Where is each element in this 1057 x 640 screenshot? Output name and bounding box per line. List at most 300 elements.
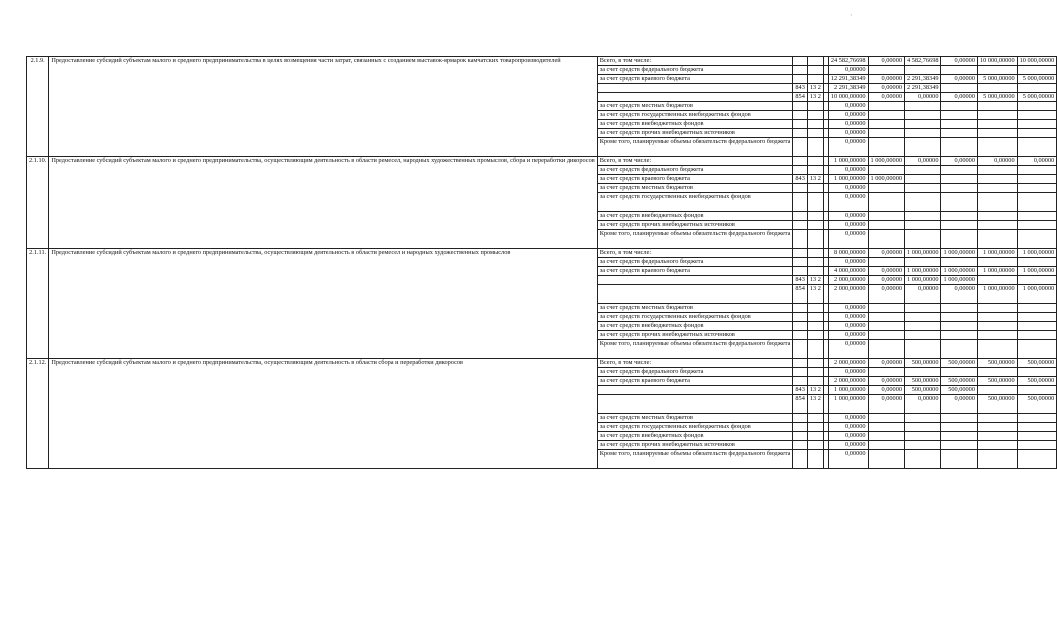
year-amount-cell xyxy=(905,331,941,340)
year-amount-cell: 500,00000 xyxy=(905,359,941,368)
year-amount-cell xyxy=(868,340,904,359)
year-amount-cell: 0,00000 xyxy=(941,57,977,66)
year-amount-cell: 2 291,38349 xyxy=(905,75,941,84)
funding-source-cell: за счет средств краевого бюджета xyxy=(597,175,793,184)
funding-source-cell xyxy=(597,93,793,102)
year-amount-cell: 0,00000 xyxy=(868,84,904,93)
year-amount-cell xyxy=(977,166,1017,175)
total-amount-cell: 0,00000 xyxy=(828,129,868,138)
year-amount-cell: 0,00000 xyxy=(868,75,904,84)
total-amount-cell: 2 000,00000 xyxy=(828,377,868,386)
year-amount-cell xyxy=(905,423,941,432)
year-amount-cell: 500,00000 xyxy=(941,386,977,395)
total-amount-cell: 24 582,76698 xyxy=(828,57,868,66)
year-amount-cell xyxy=(905,304,941,313)
year-amount-cell xyxy=(941,331,977,340)
year-amount-cell: 1 000,00000 xyxy=(1017,267,1057,276)
year-amount-cell: 0,00000 xyxy=(905,395,941,414)
grbs-code-cell xyxy=(793,368,807,377)
grbs-code-cell xyxy=(793,66,807,75)
grbs-code-cell xyxy=(793,212,807,221)
total-amount-cell: 0,00000 xyxy=(828,414,868,423)
section-code-cell xyxy=(807,313,823,322)
year-amount-cell xyxy=(868,166,904,175)
item-number: 2.1.12. xyxy=(27,359,49,469)
funding-source-cell: за счет средств государственных внебюджетных фондов xyxy=(597,313,793,322)
funding-source-cell xyxy=(597,386,793,395)
year-amount-cell xyxy=(1017,120,1057,129)
funding-source-cell: Всего, в том числе: xyxy=(597,359,793,368)
total-amount-cell: 8 000,00000 xyxy=(828,249,868,258)
grbs-code-cell xyxy=(793,322,807,331)
year-amount-cell xyxy=(1017,184,1057,193)
year-amount-cell xyxy=(977,129,1017,138)
total-amount-cell: 2 000,00000 xyxy=(828,359,868,368)
funding-source-cell: за счет средств прочих внебюджетных источников xyxy=(597,441,793,450)
year-amount-cell xyxy=(941,414,977,423)
year-amount-cell xyxy=(977,258,1017,267)
grbs-code-cell: 843 xyxy=(793,175,807,184)
total-amount-cell: 0,00000 xyxy=(828,340,868,359)
year-amount-cell xyxy=(868,230,904,249)
year-amount-cell xyxy=(1017,138,1057,157)
funding-source-cell: за счет средств федерального бюджета xyxy=(597,368,793,377)
year-amount-cell xyxy=(868,120,904,129)
total-amount-cell: 0,00000 xyxy=(828,230,868,249)
year-amount-cell: 1 000,00000 xyxy=(977,267,1017,276)
year-amount-cell xyxy=(941,340,977,359)
item-number: 2.1.9. xyxy=(27,57,49,157)
funding-source-cell: Всего, в том числе: xyxy=(597,157,793,166)
year-amount-cell xyxy=(905,230,941,249)
year-amount-cell: 500,00000 xyxy=(977,395,1017,414)
year-amount-cell xyxy=(941,212,977,221)
section-code-cell: 13 2 xyxy=(807,276,823,285)
year-amount-cell xyxy=(1017,432,1057,441)
section-code-cell xyxy=(807,267,823,276)
total-amount-cell: 2 291,38349 xyxy=(828,84,868,93)
year-amount-cell: 1 000,00000 xyxy=(868,175,904,184)
year-amount-cell: 1 000,00000 xyxy=(941,249,977,258)
grbs-code-cell: 854 xyxy=(793,93,807,102)
year-amount-cell xyxy=(1017,102,1057,111)
year-amount-cell xyxy=(1017,276,1057,285)
year-amount-cell xyxy=(977,66,1017,75)
year-amount-cell xyxy=(905,450,941,469)
total-amount-cell: 0,00000 xyxy=(828,450,868,469)
year-amount-cell: 1 000,00000 xyxy=(905,276,941,285)
year-amount-cell xyxy=(905,102,941,111)
year-amount-cell xyxy=(1017,340,1057,359)
section-code-cell xyxy=(807,423,823,432)
total-amount-cell: 1 000,00000 xyxy=(828,386,868,395)
section-code-cell xyxy=(807,120,823,129)
year-amount-cell: 0,00000 xyxy=(941,285,977,304)
year-amount-cell xyxy=(905,322,941,331)
section-code-cell: 13 2 xyxy=(807,84,823,93)
year-amount-cell xyxy=(1017,414,1057,423)
funding-source-cell: за счет средств местных бюджетов xyxy=(597,184,793,193)
year-amount-cell xyxy=(977,111,1017,120)
year-amount-cell xyxy=(868,138,904,157)
total-amount-cell: 1 000,00000 xyxy=(828,175,868,184)
total-amount-cell: 0,00000 xyxy=(828,138,868,157)
year-amount-cell xyxy=(1017,258,1057,267)
year-amount-cell xyxy=(941,84,977,93)
grbs-code-cell xyxy=(793,432,807,441)
grbs-code-cell xyxy=(793,221,807,230)
funding-source-cell: Всего, в том числе: xyxy=(597,249,793,258)
year-amount-cell xyxy=(1017,331,1057,340)
grbs-code-cell xyxy=(793,138,807,157)
grbs-code-cell xyxy=(793,331,807,340)
section-code-cell xyxy=(807,432,823,441)
year-amount-cell xyxy=(941,184,977,193)
year-amount-cell xyxy=(977,212,1017,221)
grbs-code-cell xyxy=(793,193,807,212)
year-amount-cell: 10 000,00000 xyxy=(1017,57,1057,66)
year-amount-cell: 500,00000 xyxy=(905,386,941,395)
grbs-code-cell xyxy=(793,75,807,84)
year-amount-cell xyxy=(977,322,1017,331)
year-amount-cell: 5 000,00000 xyxy=(977,93,1017,102)
year-amount-cell xyxy=(1017,175,1057,184)
year-amount-cell xyxy=(941,120,977,129)
funding-source-cell: Кроме того, планируемые объемы обязательств федерального бюджета xyxy=(597,230,793,249)
funding-source-cell xyxy=(597,276,793,285)
year-amount-cell: 5 000,00000 xyxy=(1017,75,1057,84)
grbs-code-cell xyxy=(793,441,807,450)
total-amount-cell: 0,00000 xyxy=(828,193,868,212)
year-amount-cell xyxy=(1017,66,1057,75)
year-amount-cell xyxy=(941,423,977,432)
section-code-cell: 13 2 xyxy=(807,386,823,395)
grbs-code-cell xyxy=(793,129,807,138)
year-amount-cell xyxy=(868,212,904,221)
year-amount-cell xyxy=(1017,212,1057,221)
year-amount-cell: 2 291,38349 xyxy=(905,84,941,93)
funding-source-cell: за счет средств краевого бюджета xyxy=(597,267,793,276)
year-amount-cell xyxy=(1017,193,1057,212)
year-amount-cell xyxy=(905,193,941,212)
year-amount-cell xyxy=(868,111,904,120)
section-code-cell xyxy=(807,184,823,193)
total-amount-cell: 12 291,38349 xyxy=(828,75,868,84)
funding-source-cell: за счет средств внебюджетных фондов xyxy=(597,322,793,331)
total-amount-cell: 0,00000 xyxy=(828,102,868,111)
funding-source-cell: за счет средств прочих внебюджетных источников xyxy=(597,221,793,230)
year-amount-cell xyxy=(868,414,904,423)
total-amount-cell: 0,00000 xyxy=(828,166,868,175)
year-amount-cell xyxy=(868,221,904,230)
grbs-code-cell xyxy=(793,414,807,423)
year-amount-cell: 500,00000 xyxy=(941,359,977,368)
total-amount-cell: 1 000,00000 xyxy=(828,395,868,414)
item-name: Предоставление субсидий субъектам малого и среднего предпринимательства, осуществляющим деятельность в области ремесел и народных художественных промыслов xyxy=(49,249,597,359)
funding-source-cell: за счет средств государственных внебюджетных фондов xyxy=(597,111,793,120)
total-amount-cell: 0,00000 xyxy=(828,120,868,129)
funding-source-cell: за счет средств краевого бюджета xyxy=(597,377,793,386)
year-amount-cell: 0,00000 xyxy=(868,57,904,66)
grbs-code-cell: 854 xyxy=(793,285,807,304)
year-amount-cell xyxy=(868,184,904,193)
year-amount-cell xyxy=(977,102,1017,111)
total-amount-cell: 0,00000 xyxy=(828,423,868,432)
funding-source-cell: за счет средств прочих внебюджетных источников xyxy=(597,331,793,340)
year-amount-cell: 0,00000 xyxy=(868,386,904,395)
year-amount-cell xyxy=(941,368,977,377)
year-amount-cell: 1 000,00000 xyxy=(905,267,941,276)
section-code-cell xyxy=(807,193,823,212)
year-amount-cell xyxy=(977,432,1017,441)
grbs-code-cell xyxy=(793,450,807,469)
grbs-code-cell xyxy=(793,258,807,267)
year-amount-cell xyxy=(977,340,1017,359)
total-amount-cell: 0,00000 xyxy=(828,221,868,230)
year-amount-cell xyxy=(941,322,977,331)
year-amount-cell: 500,00000 xyxy=(1017,359,1057,368)
section-code-cell: 13 2 xyxy=(807,395,823,414)
year-amount-cell: 0,00000 xyxy=(905,93,941,102)
year-amount-cell xyxy=(905,111,941,120)
grbs-code-cell xyxy=(793,57,807,66)
section-code-cell xyxy=(807,230,823,249)
year-amount-cell xyxy=(941,221,977,230)
section-code-cell xyxy=(807,377,823,386)
section-code-cell: 13 2 xyxy=(807,175,823,184)
year-amount-cell xyxy=(941,432,977,441)
year-amount-cell xyxy=(941,175,977,184)
total-amount-cell: 2 000,00000 xyxy=(828,276,868,285)
year-amount-cell xyxy=(868,129,904,138)
table-row xyxy=(27,57,1057,66)
year-amount-cell xyxy=(905,313,941,322)
year-amount-cell xyxy=(868,66,904,75)
item-number: 2.1.10. xyxy=(27,157,49,249)
section-code-cell xyxy=(807,66,823,75)
year-amount-cell xyxy=(1017,304,1057,313)
year-amount-cell: 1 000,00000 xyxy=(1017,285,1057,304)
year-amount-cell xyxy=(977,368,1017,377)
year-amount-cell: 500,00000 xyxy=(1017,377,1057,386)
year-amount-cell xyxy=(1017,166,1057,175)
year-amount-cell: 0,00000 xyxy=(868,395,904,414)
total-amount-cell: 0,00000 xyxy=(828,432,868,441)
year-amount-cell xyxy=(905,175,941,184)
year-amount-cell xyxy=(941,102,977,111)
funding-source-cell: за счет средств местных бюджетов xyxy=(597,414,793,423)
item-name: Предоставление субсидий субъектам малого и среднего предпринимательства, осуществляющим деятельность в области ремесел, народных художественных промыслов, сбора и переработки дикоросов xyxy=(49,157,597,249)
year-amount-cell: 1 000,00000 xyxy=(977,285,1017,304)
total-amount-cell: 0,00000 xyxy=(828,258,868,267)
year-amount-cell: 0,00000 xyxy=(868,377,904,386)
year-amount-cell: 10 000,00000 xyxy=(977,57,1017,66)
year-amount-cell xyxy=(868,258,904,267)
total-amount-cell: 0,00000 xyxy=(828,313,868,322)
funding-source-cell: Кроме того, планируемые объемы обязательств федерального бюджета xyxy=(597,138,793,157)
year-amount-cell xyxy=(977,304,1017,313)
section-code-cell xyxy=(807,111,823,120)
section-code-cell xyxy=(807,138,823,157)
section-code-cell: 13 2 xyxy=(807,93,823,102)
section-code-cell xyxy=(807,368,823,377)
funding-source-cell: за счет средств внебюджетных фондов xyxy=(597,120,793,129)
funding-source-cell: за счет средств внебюджетных фондов xyxy=(597,432,793,441)
year-amount-cell: 0,00000 xyxy=(941,75,977,84)
year-amount-cell xyxy=(905,441,941,450)
year-amount-cell xyxy=(905,120,941,129)
year-amount-cell: 5 000,00000 xyxy=(1017,93,1057,102)
year-amount-cell xyxy=(1017,313,1057,322)
year-amount-cell xyxy=(1017,230,1057,249)
section-code-cell xyxy=(807,102,823,111)
year-amount-cell: 0,00000 xyxy=(868,249,904,258)
table-row xyxy=(27,359,1057,368)
year-amount-cell: 1 000,00000 xyxy=(941,267,977,276)
year-amount-cell: 0,00000 xyxy=(905,157,941,166)
section-code-cell xyxy=(807,75,823,84)
year-amount-cell xyxy=(868,304,904,313)
year-amount-cell xyxy=(941,166,977,175)
total-amount-cell: 0,00000 xyxy=(828,304,868,313)
grbs-code-cell: 843 xyxy=(793,386,807,395)
year-amount-cell xyxy=(905,414,941,423)
year-amount-cell xyxy=(905,166,941,175)
section-code-cell xyxy=(807,157,823,166)
year-amount-cell xyxy=(941,450,977,469)
year-amount-cell: 500,00000 xyxy=(977,359,1017,368)
funding-source-cell: за счет средств федерального бюджета xyxy=(597,258,793,267)
year-amount-cell xyxy=(941,304,977,313)
year-amount-cell xyxy=(941,66,977,75)
grbs-code-cell xyxy=(793,377,807,386)
year-amount-cell: 0,00000 xyxy=(905,285,941,304)
section-code-cell xyxy=(807,212,823,221)
year-amount-cell xyxy=(977,450,1017,469)
year-amount-cell: 0,00000 xyxy=(941,93,977,102)
year-amount-cell xyxy=(941,129,977,138)
grbs-code-cell xyxy=(793,230,807,249)
year-amount-cell xyxy=(905,129,941,138)
year-amount-cell xyxy=(941,111,977,120)
year-amount-cell xyxy=(941,258,977,267)
total-amount-cell: 0,00000 xyxy=(828,331,868,340)
section-code-cell xyxy=(807,258,823,267)
budget-table-body xyxy=(27,57,1057,469)
year-amount-cell: 0,00000 xyxy=(868,93,904,102)
total-amount-cell: 0,00000 xyxy=(828,66,868,75)
grbs-code-cell xyxy=(793,304,807,313)
year-amount-cell xyxy=(977,441,1017,450)
funding-source-cell: за счет средств прочих внебюджетных источников xyxy=(597,129,793,138)
section-code-cell xyxy=(807,450,823,469)
total-amount-cell: 0,00000 xyxy=(828,322,868,331)
total-amount-cell: 10 000,00000 xyxy=(828,93,868,102)
year-amount-cell xyxy=(1017,386,1057,395)
year-amount-cell xyxy=(1017,129,1057,138)
year-amount-cell: 0,00000 xyxy=(977,157,1017,166)
grbs-code-cell: 843 xyxy=(793,276,807,285)
year-amount-cell xyxy=(1017,368,1057,377)
year-amount-cell xyxy=(977,120,1017,129)
section-code-cell xyxy=(807,359,823,368)
year-amount-cell xyxy=(1017,221,1057,230)
year-amount-cell xyxy=(1017,322,1057,331)
year-amount-cell xyxy=(977,221,1017,230)
year-amount-cell xyxy=(1017,423,1057,432)
scan-speck: ` xyxy=(850,14,854,22)
funding-source-cell: за счет средств государственных внебюджетных фондов xyxy=(597,193,793,212)
year-amount-cell xyxy=(868,322,904,331)
year-amount-cell xyxy=(977,184,1017,193)
year-amount-cell xyxy=(868,423,904,432)
year-amount-cell xyxy=(977,230,1017,249)
year-amount-cell: 0,00000 xyxy=(868,267,904,276)
year-amount-cell: 0,00000 xyxy=(1017,157,1057,166)
year-amount-cell xyxy=(1017,441,1057,450)
year-amount-cell: 5 000,00000 xyxy=(977,75,1017,84)
year-amount-cell xyxy=(868,313,904,322)
grbs-code-cell xyxy=(793,166,807,175)
grbs-code-cell: 843 xyxy=(793,84,807,93)
funding-source-cell: за счет средств внебюджетных фондов xyxy=(597,212,793,221)
year-amount-cell: 500,00000 xyxy=(905,377,941,386)
year-amount-cell xyxy=(905,340,941,359)
grbs-code-cell xyxy=(793,267,807,276)
table-row xyxy=(27,157,1057,166)
total-amount-cell: 4 000,00000 xyxy=(828,267,868,276)
funding-source-cell: за счет средств местных бюджетов xyxy=(597,102,793,111)
budget-table-sheet xyxy=(26,56,1057,469)
funding-source-cell: за счет средств местных бюджетов xyxy=(597,304,793,313)
item-name: Предоставление субсидий субъектам малого и среднего предпринимательства, осуществляющим деятельность в области сбора и переработки дикоросов xyxy=(49,359,597,469)
year-amount-cell xyxy=(905,432,941,441)
year-amount-cell xyxy=(941,193,977,212)
year-amount-cell: 4 582,76698 xyxy=(905,57,941,66)
item-number: 2.1.11. xyxy=(27,249,49,359)
year-amount-cell xyxy=(868,193,904,212)
funding-source-cell: за счет средств государственных внебюджетных фондов xyxy=(597,423,793,432)
funding-source-cell xyxy=(597,285,793,304)
year-amount-cell xyxy=(977,313,1017,322)
year-amount-cell xyxy=(977,414,1017,423)
year-amount-cell xyxy=(977,386,1017,395)
year-amount-cell xyxy=(941,138,977,157)
table-row xyxy=(27,249,1057,258)
total-amount-cell: 0,00000 xyxy=(828,111,868,120)
section-code-cell xyxy=(807,221,823,230)
year-amount-cell xyxy=(905,221,941,230)
year-amount-cell xyxy=(905,138,941,157)
year-amount-cell: 0,00000 xyxy=(868,285,904,304)
year-amount-cell: 1 000,00000 xyxy=(941,276,977,285)
grbs-code-cell xyxy=(793,184,807,193)
year-amount-cell: 500,00000 xyxy=(941,377,977,386)
item-name: Предоставление субсидий субъектам малого и среднего предпринимательства в целях возмещения части затрат, связанных с созданием выставок-ярмарок камчатских товаропроизводителей xyxy=(49,57,597,157)
year-amount-cell xyxy=(977,84,1017,93)
year-amount-cell: 0,00000 xyxy=(941,157,977,166)
grbs-code-cell xyxy=(793,313,807,322)
section-code-cell xyxy=(807,414,823,423)
year-amount-cell xyxy=(1017,450,1057,469)
year-amount-cell xyxy=(905,66,941,75)
year-amount-cell xyxy=(905,212,941,221)
year-amount-cell xyxy=(977,175,1017,184)
year-amount-cell xyxy=(868,331,904,340)
grbs-code-cell: 854 xyxy=(793,395,807,414)
total-amount-cell: 0,00000 xyxy=(828,368,868,377)
year-amount-cell xyxy=(941,441,977,450)
